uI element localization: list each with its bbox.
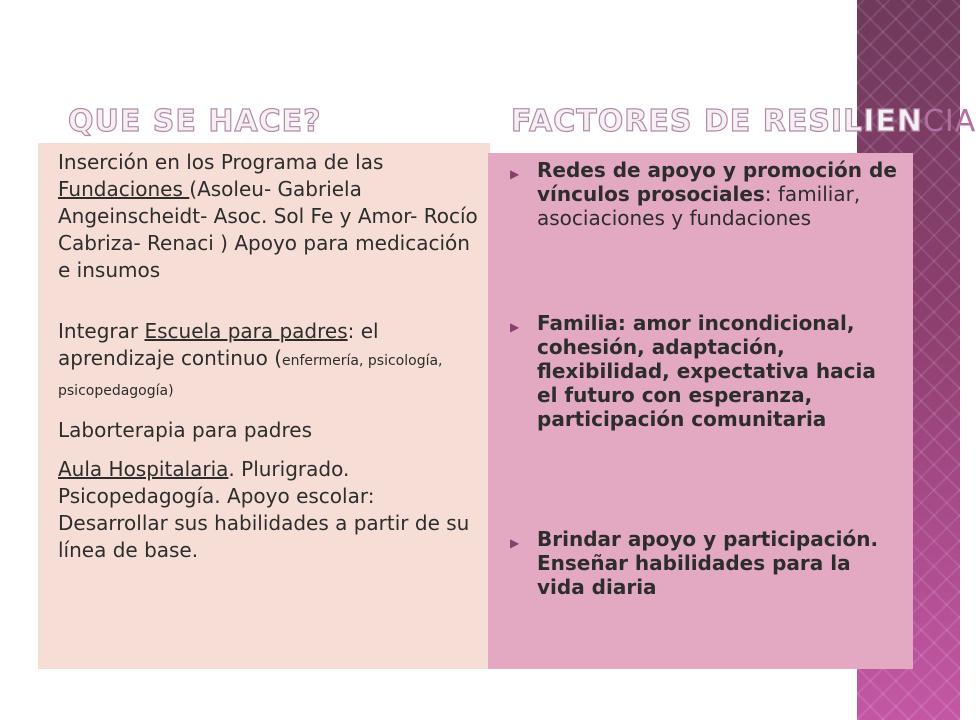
left-item-4-underlined: Aula Hospitalaria bbox=[58, 457, 229, 481]
right-item-3-bold: Brindar apoyo y participación. Enseñar habilidades para la vida diaria bbox=[537, 527, 879, 599]
left-item-2-text: Integrar bbox=[58, 319, 145, 343]
left-item-laborterapia: Laborterapia para padres bbox=[58, 418, 312, 442]
heading-right-main: FACTORES DE RESILIEN bbox=[511, 104, 923, 139]
left-item-1-rest: (Asoleu- Gabriela Angeinscheidt- Asoc. Sol Fe y Amor- Rocío Cabriza- Renaci ) Apoyo para medicación e insumos bbox=[58, 177, 478, 282]
right-item-2-bold: Familia: amor incondicional, cohesión, adaptación, flexibilidad, expectativa hacia el futuro con esperanza, participación comunitaria bbox=[537, 311, 876, 431]
left-item-escuela-padres bbox=[58, 318, 482, 405]
left-item-programas bbox=[58, 149, 482, 284]
right-item-1-bold: Redes de apoyo y promoción de vínculos prosociales bbox=[537, 158, 897, 206]
left-item-1-underlined: Fundaciones bbox=[58, 177, 190, 201]
left-item-2-underlined: Escuela para padres bbox=[144, 319, 348, 343]
bullet-arrow-icon: ▶ bbox=[510, 536, 520, 550]
left-item-2-rest: : el aprendizaje continuo ( bbox=[58, 319, 379, 370]
left-item-4-rest: . Plurigrado. Psicopedagogía. Apoyo escolar: Desarrollar sus habilidades a partir de su línea de base. bbox=[58, 457, 470, 562]
right-item-redes-apoyo bbox=[510, 158, 902, 230]
heading-que-se-hace: QUE SE HACE? bbox=[68, 104, 322, 139]
right-item-familia bbox=[510, 311, 902, 431]
right-item-1-normal: : familiar, asociaciones y fundaciones bbox=[537, 182, 861, 230]
left-item-1-text: Inserción en los Programa de las bbox=[58, 150, 384, 174]
left-item-2-small: enfermería, psicología, psicopedagogía) bbox=[58, 353, 443, 399]
right-item-brindar-apoyo bbox=[510, 527, 902, 599]
heading-factores-de-resiliencia bbox=[511, 104, 976, 139]
heading-right-tail: CIA bbox=[922, 104, 976, 139]
bullet-arrow-icon: ▶ bbox=[510, 167, 520, 181]
bullet-arrow-icon: ▶ bbox=[510, 320, 520, 334]
left-item-aula-hospitalaria bbox=[58, 456, 482, 564]
